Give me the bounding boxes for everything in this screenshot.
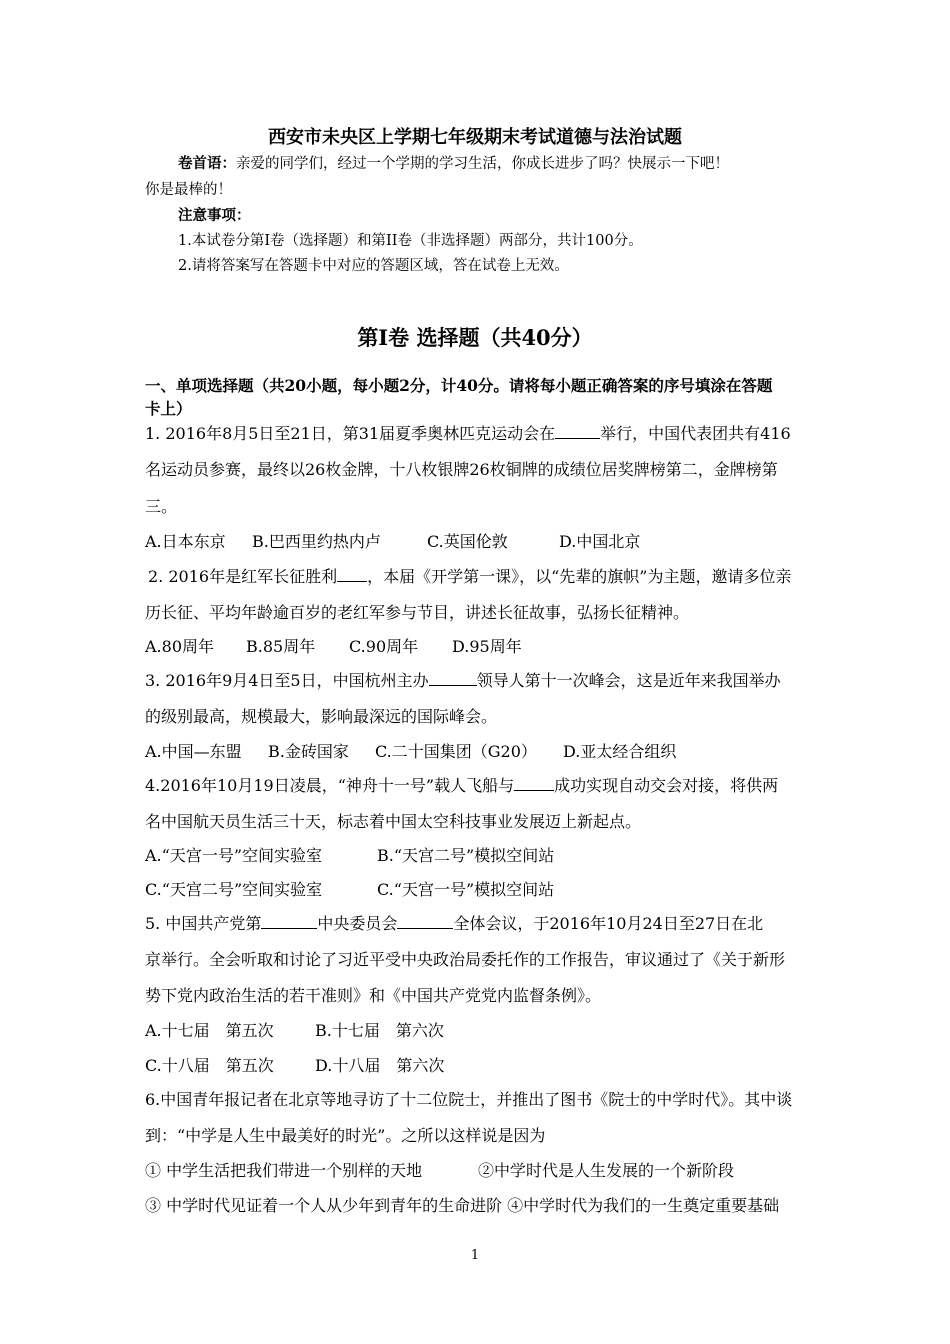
q5-option-a: A.十七届 第五次	[145, 1021, 274, 1040]
page-number: 1	[470, 1248, 480, 1263]
q2-text-a: 2. 2016年是红军长征胜利	[148, 567, 338, 586]
q5-text-c: 全体会议，于2016年10月24日至27日在北	[453, 914, 764, 933]
q4-option-a: A.“天宫一号”空间实验室	[145, 846, 323, 865]
q1-line-1	[145, 421, 791, 444]
preface-text: 亲爱的同学们，经过一个学期的学习生活，你成长进步了吗？快展示一下吧！	[236, 156, 729, 172]
q1-option-d: D.中国北京	[559, 532, 641, 551]
q4-line-1	[145, 773, 778, 796]
q4-blank	[514, 774, 554, 791]
q5-option-c: C.十八届 第五次	[145, 1056, 274, 1075]
q5-text-a: 5. 中国共产党第	[145, 914, 262, 933]
notes-label: 注意事项：	[178, 207, 251, 224]
q3-option-c: C.二十国集团（G20）	[375, 742, 537, 761]
q3-option-b: B.金砖国家	[268, 742, 349, 761]
q3-option-a: A.中国—东盟	[145, 742, 242, 761]
part-heading-line-2: 卡上）	[145, 399, 192, 418]
q1-line-3: 三。	[145, 497, 178, 516]
q1-text-a: 1. 2016年8月5日至21日，第31届夏季奥林匹克运动会在	[145, 424, 556, 443]
q2-line-1	[148, 564, 791, 587]
note-item-2: 2.请将答案写在答题卡中对应的答题区域，答在试卷上无效。	[178, 258, 569, 274]
q3-option-d: D.亚太经合组织	[563, 742, 677, 761]
q1-option-c: C.英国伦敦	[427, 532, 508, 551]
section-title: 第Ⅰ卷 选择题（共40分）	[357, 325, 593, 350]
q4-option-c: C.“天宫二号”空间实验室	[145, 880, 323, 899]
q3-text-a: 3. 2016年9月4日至5日，中国杭州主办	[145, 671, 429, 690]
part-heading-line-1: 一、单项选择题（共20小题，每小题2分，计40分。请将每小题正确答案的序号填涂在答题	[145, 376, 773, 395]
q2-option-d: D.95周年	[452, 637, 522, 656]
preface-line-1	[178, 152, 729, 173]
q1-option-b: B.巴西里约热内卢	[252, 532, 381, 551]
q4-text-a: 4.2016年10月19日凌晨，“神舟十一号”载人飞船与	[145, 776, 515, 795]
q5-line-1	[145, 911, 763, 934]
q1-text-b: 举行，中国代表团共有416	[600, 424, 791, 443]
q1-line-2: 名运动员参赛，最终以26枚金牌，十八枚银牌26枚铜牌的成绩位居奖牌榜第二，金牌榜第	[145, 460, 778, 479]
q5-option-d: D.十八届 第六次	[315, 1056, 445, 1075]
q5-blank-1	[261, 912, 317, 929]
q3-line-1	[145, 668, 781, 691]
q6-statement-2: ②中学时代是人生发展的一个新阶段	[478, 1161, 735, 1180]
q5-option-b: B.十七届 第六次	[315, 1021, 444, 1040]
note-item-1: 1.本试卷分第Ⅰ卷（选择题）和第II卷（非选择题）两部分，共计100分。	[178, 233, 643, 249]
q3-line-2: 的级别最高，规模最大，影响最深远的国际峰会。	[145, 707, 498, 726]
q2-option-c: C.90周年	[349, 637, 419, 656]
preface-line-2: 你是最棒的！	[145, 182, 232, 198]
exam-title: 西安市未央区上学期七年级期末考试道德与法治试题	[268, 127, 682, 148]
q4-option-b: B.“天宫二号”模拟空间站	[377, 846, 555, 865]
q2-text-b: ，本届《开学第一课》，以“先辈的旗帜”为主题，邀请多位亲	[367, 567, 792, 586]
q6-line-1: 6.中国青年报记者在北京等地寻访了十二位院士，并推出了图书《院士的中学时代》。其中谈	[145, 1090, 793, 1109]
q5-blank-2	[397, 912, 453, 929]
q2-blank	[337, 565, 367, 582]
q6-statement-3-4: ③ 中学时代见证着一个人从少年到青年的生命进阶 ④中学时代为我们的一生奠定重要基础	[145, 1196, 780, 1215]
preface-label: 卷首语：	[178, 155, 236, 172]
q2-option-a: A.80周年	[145, 637, 215, 656]
q4-text-b: 成功实现自动交会对接，将供两	[554, 776, 779, 795]
q6-line-2: 到：“中学是人生中最美好的时光”。之所以这样说是因为	[145, 1126, 546, 1145]
q3-blank	[429, 669, 477, 686]
q4-line-2: 名中国航天员生活三十天，标志着中国太空科技事业发展迈上新起点。	[145, 812, 642, 831]
q4-option-d: C.“天宫一号”模拟空间站	[377, 880, 555, 899]
q5-text-b: 中央委员会	[317, 914, 398, 933]
q1-blank	[555, 422, 600, 439]
q3-text-b: 领导人第十一次峰会，这是近年来我国举办	[476, 671, 781, 690]
q5-line-2: 京举行。全会听取和讨论了习近平受中央政治局委托作的工作报告，审议通过了《关于新形	[145, 950, 786, 969]
q2-line-2: 历长征、平均年龄逾百岁的老红军参与节目，讲述长征故事，弘扬长征精神。	[145, 603, 690, 622]
q1-option-a: A.日本东京	[145, 532, 226, 551]
q6-statement-1: ① 中学生活把我们带进一个别样的天地	[145, 1161, 423, 1180]
q5-line-3: 势下党内政治生活的若干准则》和《中国共产党党内监督条例》。	[145, 986, 602, 1005]
q2-option-b: B.85周年	[246, 637, 316, 656]
